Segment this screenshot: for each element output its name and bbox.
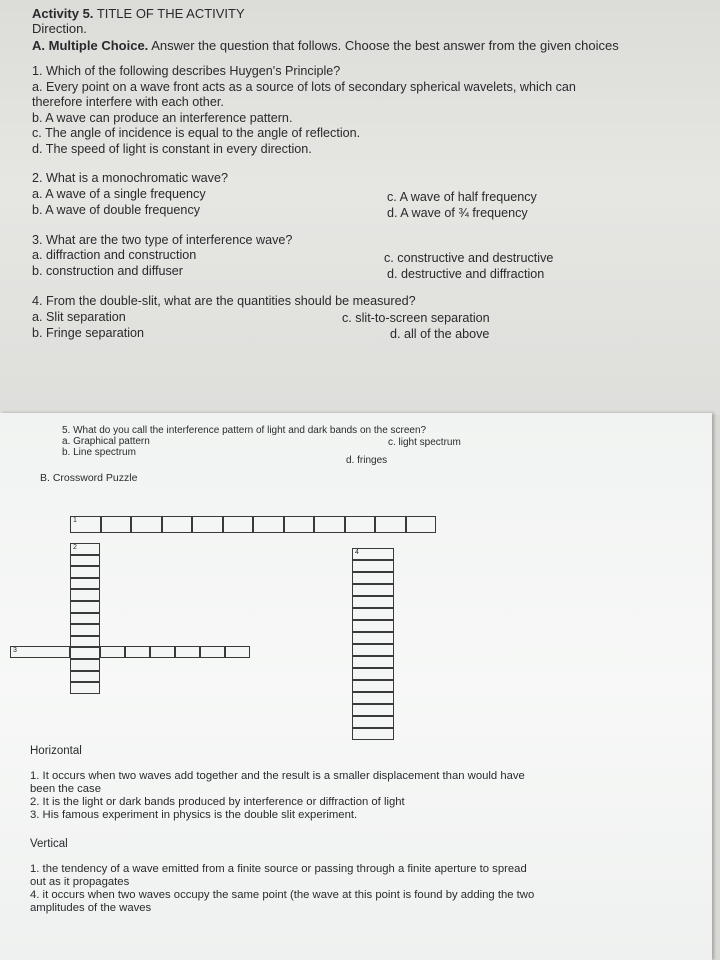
crossword-cell[interactable] bbox=[352, 644, 394, 656]
crossword-cell[interactable] bbox=[314, 516, 345, 533]
section-a-label: A. Multiple Choice. bbox=[32, 38, 149, 53]
crossword-cell-1[interactable] bbox=[70, 516, 101, 533]
crossword-cell[interactable] bbox=[70, 647, 100, 659]
question-3 bbox=[32, 233, 708, 281]
question-2-option-b: b. A wave of double frequency bbox=[32, 202, 201, 217]
vertical-clue-4-cont: amplitudes of the waves bbox=[30, 902, 152, 914]
question-3-stem: 3. What are the two type of interference wave? bbox=[32, 232, 293, 247]
crossword-cell[interactable] bbox=[100, 646, 125, 658]
crossword-cell[interactable] bbox=[162, 516, 193, 533]
crossword-cell[interactable] bbox=[345, 516, 376, 533]
crossword-cell[interactable] bbox=[352, 572, 394, 584]
question-5-option-d: d. fringes bbox=[346, 455, 388, 466]
horizontal-clues-title: Horizontal bbox=[30, 745, 82, 757]
question-5-option-b: b. Line spectrum bbox=[62, 447, 136, 458]
question-1-option-b: b. A wave can produce an interference pattern. bbox=[32, 110, 293, 125]
crossword-cell[interactable] bbox=[70, 659, 100, 671]
crossword-cell[interactable] bbox=[70, 671, 100, 683]
vertical-clues-title: Vertical bbox=[30, 838, 68, 850]
crossword-cell[interactable] bbox=[70, 601, 100, 613]
crossword-cell[interactable] bbox=[352, 680, 394, 692]
crossword-cell[interactable] bbox=[375, 516, 406, 533]
crossword-grid bbox=[0, 413, 712, 743]
crossword-cell[interactable] bbox=[352, 596, 394, 608]
question-3-option-c: c. constructive and destructive bbox=[384, 251, 554, 265]
crossword-number: 2 bbox=[73, 544, 77, 551]
question-1 bbox=[32, 64, 708, 157]
crossword-cell[interactable] bbox=[70, 636, 100, 648]
question-3-option-d: d. destructive and diffraction bbox=[387, 267, 545, 281]
crossword-cell[interactable] bbox=[70, 624, 100, 636]
crossword-cell[interactable] bbox=[70, 566, 100, 578]
crossword-cell[interactable] bbox=[352, 656, 394, 668]
horizontal-clue-3: 3. His famous experiment in physics is the double slit experiment. bbox=[30, 809, 358, 821]
question-5-stem: 5. What do you call the interference pattern of light and dark bands on the screen? bbox=[62, 425, 427, 436]
crossword-cell[interactable] bbox=[223, 516, 254, 533]
question-4-option-a: a. Slit separation bbox=[32, 309, 126, 324]
crossword-cell[interactable] bbox=[200, 646, 225, 658]
crossword-cell[interactable] bbox=[352, 716, 394, 728]
crossword-clues bbox=[30, 745, 680, 915]
crossword-cell[interactable] bbox=[406, 516, 437, 533]
horizontal-clue-2: 2. It is the light or dark bands produced by interference or diffraction of light bbox=[30, 796, 405, 808]
crossword-number: 1 bbox=[73, 517, 77, 524]
crossword-cell[interactable] bbox=[352, 608, 394, 620]
activity-title: TITLE OF THE ACTIVITY bbox=[96, 6, 245, 21]
crossword-cell[interactable] bbox=[70, 613, 100, 625]
crossword-cell[interactable] bbox=[352, 632, 394, 644]
crossword-cell[interactable] bbox=[284, 516, 315, 533]
crossword-cell[interactable] bbox=[192, 516, 223, 533]
horizontal-clue-1: 1. It occurs when two waves add together and the result is a smaller displacement than would have bbox=[30, 770, 525, 782]
question-1-option-a: a. Every point on a wave front acts as a source of lots of secondary spherical wavelets, which can bbox=[32, 79, 576, 94]
crossword-number: 4 bbox=[355, 549, 359, 556]
crossword-cell-4[interactable] bbox=[352, 548, 394, 560]
section-b-heading: B. Crossword Puzzle bbox=[40, 472, 138, 484]
question-2-stem: 2. What is a monochromatic wave? bbox=[32, 171, 228, 185]
crossword-cell[interactable] bbox=[352, 584, 394, 596]
worksheet-bottom-page bbox=[0, 413, 712, 960]
crossword-cell[interactable] bbox=[352, 728, 394, 740]
question-5-option-c: c. light spectrum bbox=[388, 437, 461, 448]
question-2-option-c: c. A wave of half frequency bbox=[387, 189, 537, 204]
crossword-cell[interactable] bbox=[352, 692, 394, 704]
question-1-option-a-cont: therefore interfere with each other. bbox=[32, 95, 224, 109]
crossword-cell[interactable] bbox=[70, 578, 100, 590]
activity-label: Activity 5. bbox=[32, 6, 94, 21]
crossword-cell[interactable] bbox=[131, 516, 162, 533]
crossword-cell[interactable] bbox=[70, 555, 100, 567]
vertical-clue-1: 1. the tendency of a wave emitted from a finite source or passing through a finite aperture to spread bbox=[30, 863, 527, 875]
crossword-cell-3[interactable] bbox=[10, 646, 70, 658]
horizontal-clue-1-cont: been the case bbox=[30, 783, 101, 795]
question-4-option-d: d. all of the above bbox=[390, 326, 490, 341]
vertical-clue-4: 4. it occurs when two waves occupy the same point (the wave at this point is found by adding the two bbox=[30, 889, 535, 901]
crossword-cell-2[interactable] bbox=[70, 543, 100, 555]
crossword-cell[interactable] bbox=[352, 560, 394, 572]
crossword-cell[interactable] bbox=[253, 516, 284, 533]
question-4-option-c: c. slit-to-screen separation bbox=[342, 310, 490, 325]
question-1-option-c: c. The angle of incidence is equal to the angle of reflection. bbox=[32, 126, 361, 140]
vertical-clue-1-cont: out as it propagates bbox=[30, 876, 130, 888]
crossword-cell[interactable] bbox=[175, 646, 200, 658]
crossword-cell[interactable] bbox=[70, 589, 100, 601]
crossword-number: 3 bbox=[13, 647, 17, 654]
section-a-heading bbox=[32, 38, 708, 54]
question-2 bbox=[32, 171, 708, 219]
activity-header bbox=[32, 6, 708, 21]
section-a-instruction: Answer the question that follows. Choose the best answer from the given choices bbox=[151, 38, 619, 53]
crossword-cell[interactable] bbox=[125, 646, 150, 658]
question-1-stem: 1. Which of the following describes Huygen's Principle? bbox=[32, 64, 341, 78]
question-3-option-b: b. construction and diffuser bbox=[32, 264, 183, 278]
question-4-option-b: b. Fringe separation bbox=[32, 325, 145, 340]
question-5-option-a: a. Graphical pattern bbox=[62, 436, 150, 447]
crossword-cell[interactable] bbox=[150, 646, 175, 658]
question-2-option-d: d. A wave of ¾ frequency bbox=[387, 205, 528, 220]
question-2-option-a: a. A wave of a single frequency bbox=[32, 186, 206, 201]
crossword-cell[interactable] bbox=[70, 682, 100, 694]
question-4-stem: 4. From the double-slit, what are the quantities should be measured? bbox=[32, 294, 416, 308]
crossword-cell[interactable] bbox=[101, 516, 132, 533]
crossword-cell[interactable] bbox=[352, 704, 394, 716]
crossword-cell[interactable] bbox=[225, 646, 250, 658]
question-3-option-a: a. diffraction and construction bbox=[32, 248, 197, 262]
question-4 bbox=[32, 294, 708, 342]
question-1-option-d: d. The speed of light is constant in every direction. bbox=[32, 141, 312, 156]
crossword-cell[interactable] bbox=[352, 620, 394, 632]
direction-label: Direction. bbox=[32, 21, 87, 36]
worksheet-top-page bbox=[0, 0, 720, 415]
crossword-cell[interactable] bbox=[352, 668, 394, 680]
